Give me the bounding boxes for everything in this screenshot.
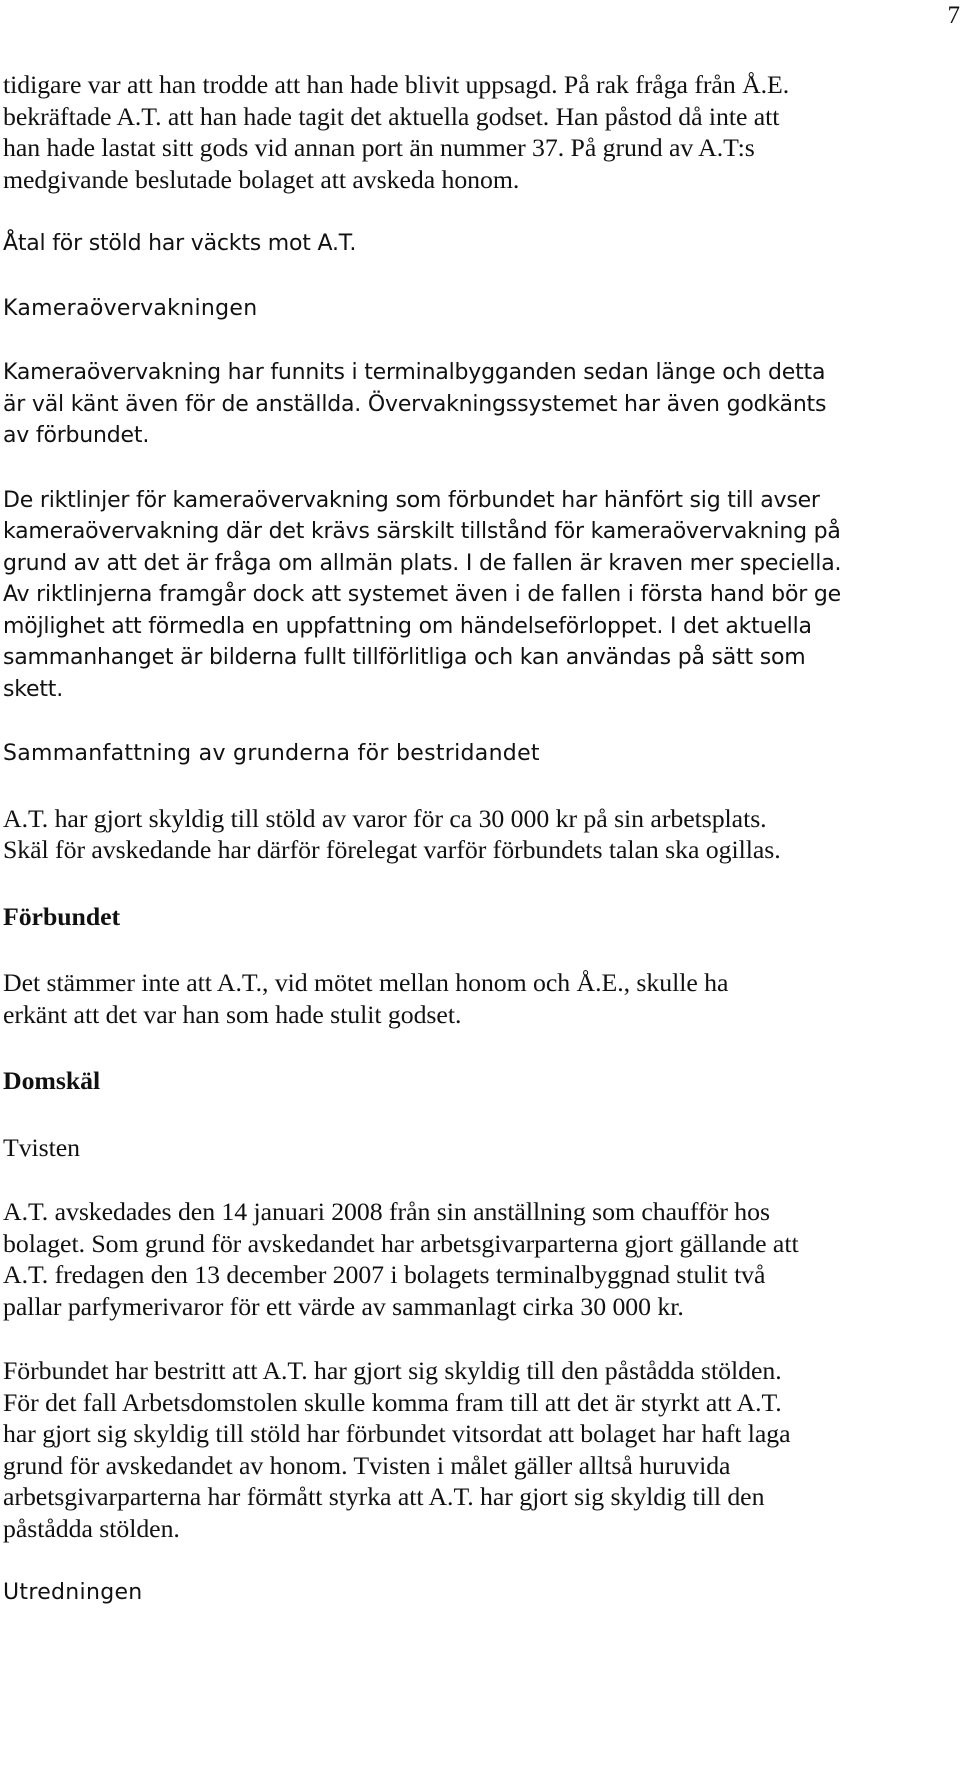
paragraph-camera-surveillance: Kameraövervakning har funnits i terminalbygganden sedan länge och detta är väl känt även för de anställda. Övervakningssystemet har även godkänts av förbundet. [3, 360, 827, 448]
paragraph-forbundet-claim: Det stämmer inte att A.T., vid mötet mellan honom och Å.E., skulle ha erkänt att det var han som hade stulit godset. [3, 968, 729, 1029]
heading-domskal: Domskäl [3, 1066, 101, 1095]
paragraph-prosecution: Åtal för stöld har väckts mot A.T. [3, 231, 357, 256]
page-number: 7 [947, 2, 960, 29]
paragraph-camera-guidelines: De riktlinjer för kameraövervakning som förbundet har hänfört sig till avser kameraövervakning där det krävs särskilt tillstånd för kameraövervakning på grund av att det är fråga om allmän plats. I de fallen är kraven mer speciella. Av riktlinjerna framgår dock att systemet även i de fallen i första hand bör ge möjlighet att förmedla en uppfattning om händelseförloppet. I det aktuella sammanhanget är bilderna fullt tillförlitliga och kan användas på sätt som skett. [3, 487, 842, 702]
heading-sammanfattning: Sammanfattning av grunderna för bestridandet [3, 741, 540, 766]
paragraph-dispute: Förbundet har bestritt att A.T. har gjort sig skyldig till den påstådda stölden. För det fall Arbetsdomstolen skulle komma fram till att det är styrkt att A.T. har gjort sig skyldig till stöld har förbundet vitsordat att bolaget har haft laga grund för avskedandet av honom. Tvisten i målet gäller alltså huruvida arbetsgivarparterna har förmått styrka att A.T. har gjort sig skyldig till den påstådda stölden. [3, 1356, 791, 1543]
document-body [3, 69, 958, 1609]
paragraph-dismissal: A.T. avskedades den 14 januari 2008 från sin anställning som chaufför hos bolaget. Som grund för avskedandet har arbetsgivarparterna gjort gällande att A.T. fredagen den 13 december 2007 i bolagets terminalbyggnad stulit två pallar parfymerivaror för ett värde av sammanlagt cirka 30 000 kr. [3, 1197, 799, 1321]
paragraph-background: tidigare var att han trodde att han hade blivit uppsagd. På rak fråga från Å.E. bekräftade A.T. att han hade tagit det aktuella godset. Han påstod då inte att han hade lastat sitt gods vid annan port än nummer 37. På grund av A.T:s medgivande beslutade bolaget att avskeda honom. [3, 70, 790, 194]
heading-tvisten: Tvisten [3, 1132, 81, 1162]
heading-kameraovervakningen: Kameraövervakningen [3, 295, 258, 321]
heading-forbundet: Förbundet [3, 901, 121, 931]
paragraph-summary: A.T. har gjort skyldig till stöld av varor för ca 30 000 kr på sin arbetsplats. Skäl för avskedande har därför förelegat varför förbundets talan ska ogillas. [3, 803, 781, 864]
heading-utredningen: Utredningen [3, 1580, 143, 1605]
